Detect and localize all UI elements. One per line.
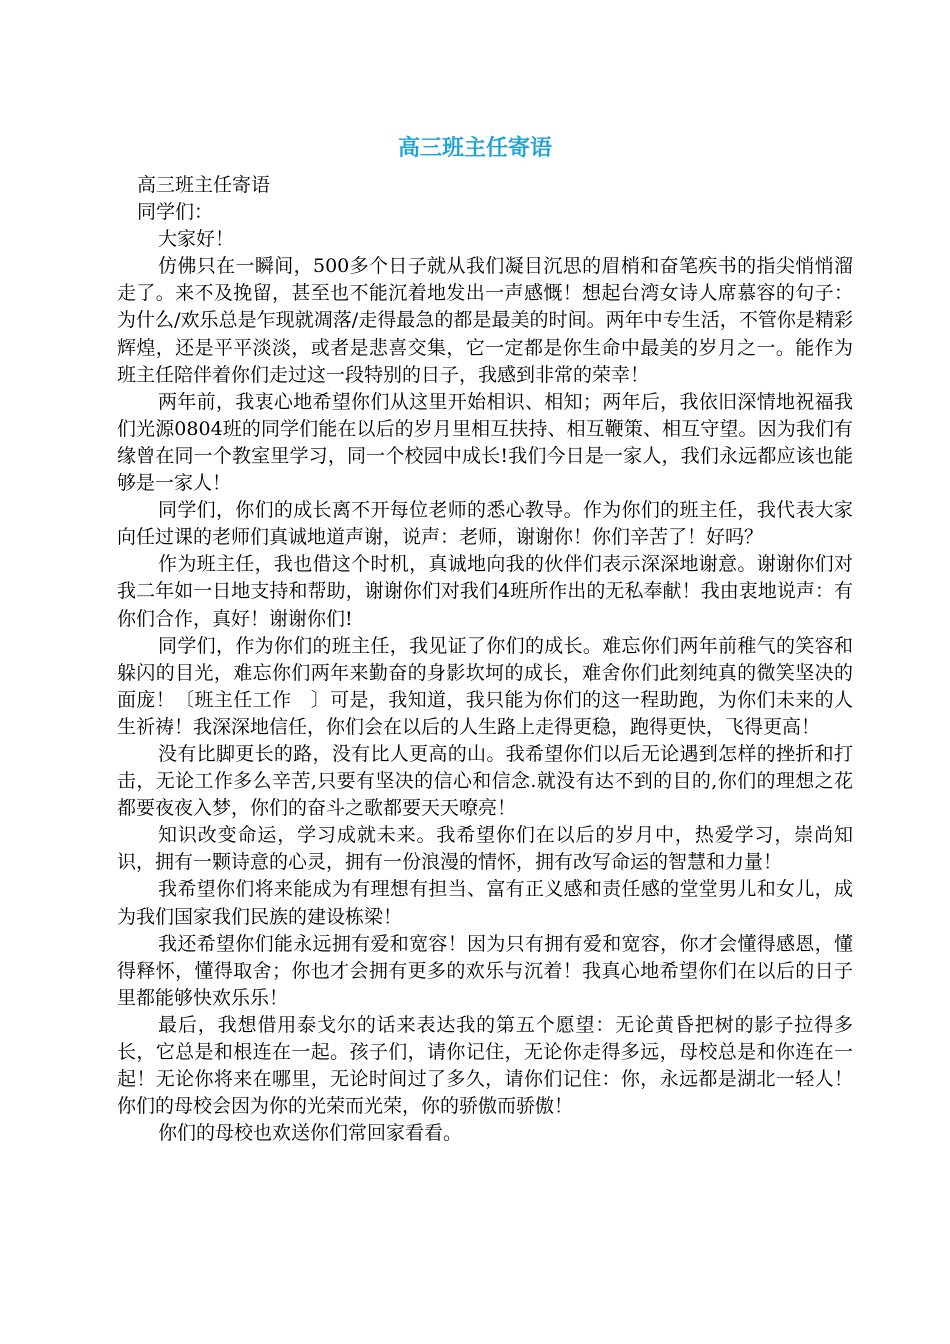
paragraph-11: 你们的母校也欢送你们常回家看看。 [158, 1122, 463, 1145]
paragraph-8: 我希望你们将来能成为有理想有担当、富有正义感和责任感的堂堂男儿和女儿，成为我们国家我们民族的建设栋梁！ [117, 878, 853, 928]
document-body [117, 172, 853, 1147]
paragraph-6: 没有比脚更长的路，没有比人更高的山。我希望你们以后无论遇到怎样的挫折和打击，无论工作多么辛苦,只要有坚决的信心和信念.就没有达不到的目的,你们的理想之花都要夜夜入梦，你们的奋斗之歌都要天天嘹亮！ [117, 742, 853, 820]
document-subtitle: 高三班主任寄语 [137, 174, 271, 196]
paragraph-9: 我还希望你们能永远拥有爱和宽容！因为只有拥有爱和宽容，你才会懂得感恩，懂得释怀，懂得取舍；你也才会拥有更多的欢乐与沉着！我真心地希望你们在以后的日子里都能够快欢乐乐！ [117, 932, 853, 1009]
paragraph-1: 仿佛只在一瞬间，500多个日子就从我们凝目沉思的眉梢和奋笔疾书的指尖悄悄溜走了。来不及挽留，甚至也不能沉着地发出一声感慨！想起台湾女诗人席慕容的句子：为什么/欢乐总是乍现就凋落/走得最急的都是最美的时间。两年中专生活，不管你是精彩辉煌，还是平平淡淡，或者是悲喜交集，它一定都是你生命中最美的岁月之一。能作为班主任陪伴着你们走过这一段特别的日子，我感到非常的荣幸！ [117, 255, 853, 386]
paragraph-3: 同学们，你们的成长离不开每位老师的悉心教导。作为你们的班主任，我代表大家向任过课的老师们真诚地道声谢，说声：老师，谢谢你！你们辛苦了！好吗？ [117, 499, 853, 549]
greeting: 大家好！ [158, 228, 235, 251]
salutation: 同学们： [137, 201, 214, 224]
paragraph-7: 知识改变命运，学习成就未来。我希望你们在以后的岁月中，热爱学习，崇尚知识，拥有一颗诗意的心灵，拥有一份浪漫的情怀，拥有改写命运的智慧和力量！ [117, 824, 853, 874]
paragraph-10: 最后，我想借用泰戈尔的话来表达我的第五个愿望：无论黄昏把树的影子拉得多长，它总是和根连在一起。孩子们，请你记住，无论你走得多远，母校总是和你连在一起！无论你将来在哪里，无论时间过了多久，请你们记住：你，永远都是湖北一轻人！你们的母校会因为你的光荣而光荣，你的骄傲而骄傲！ [117, 1013, 853, 1118]
document-title: 高三班主任寄语 [397, 135, 552, 161]
paragraph-2: 两年前，我衷心地希望你们从这里开始相识、相知；两年后，我依旧深情地祝福我们光源0804班的同学们能在以后的岁月里相互扶持、相互鞭策、相互守望。因为我们有缘曾在同一个教室里学习，同一个校园中成长!我们今日是一家人，我们永远都应该也能够是一家人！ [117, 390, 853, 495]
paragraph-4: 作为班主任，我也借这个时机，真诚地向我的伙伴们表示深深地谢意。谢谢你们对我二年如一日地支持和帮助，谢谢你们对我们4班所作出的无私奉献！我由衷地说声：有你们合作，真好！谢谢你们! [117, 553, 853, 630]
paragraph-5: 同学们，作为你们的班主任，我见证了你们的成长。难忘你们两年前稚气的笑容和躲闪的目光，难忘你们两年来勤奋的身影坎坷的成长，难舍你们此刻纯真的微笑坚决的面庞！〔班主任工作 〕可是，我知道，我只能为你们的这一程助跑，为你们未来的人生祈祷！我深深地信任，你们会在以后的人生路上走得更稳，跑得更快，飞得更高！ [117, 634, 853, 738]
